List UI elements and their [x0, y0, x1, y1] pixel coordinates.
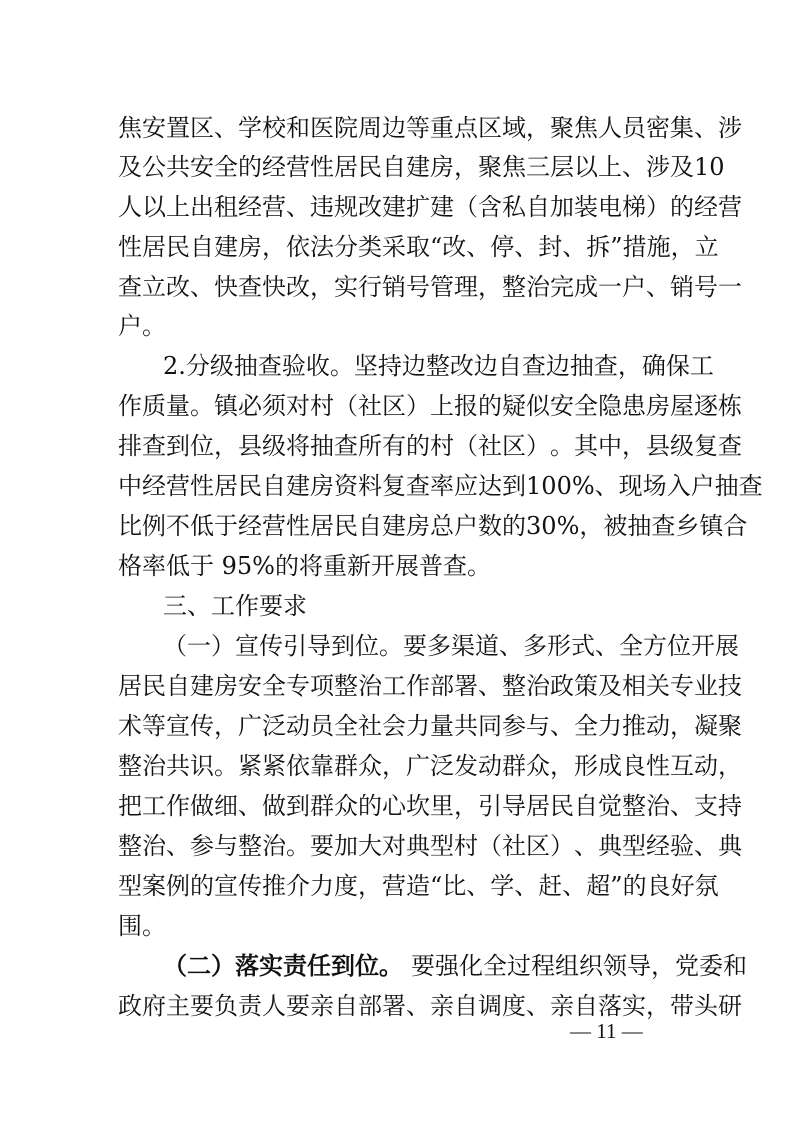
page-number: — 11 — — [570, 1019, 643, 1043]
body-line: 2 . 分 级 抽 查 验 收 。 坚 持 边 整 改 边 自 查 边 抽 查 ， 确 保 工 — [163, 352, 714, 380]
body-line: 户。 — [118, 312, 166, 340]
body-line: 把 工 作 做 细 、 做 到 群 众 的 心 坎 里 ， 引 导 居 民 自 觉 整 治 、 支 持 — [118, 792, 742, 820]
body-line: 整 治 共 识 。 紧 紧 依 靠 群 众 ， 广 泛 发 动 群 众 ， 形 成 良 性 互 动 ， — [118, 752, 742, 780]
body-line-mixed — [163, 946, 747, 986]
body-line: 查 立 改 、 快 查 快 改 ， 实 行 销 号 管 理 ， 整 治 完 成 一 户 、 销 号 一 — [118, 273, 742, 301]
body-line: 整 治 、 参 与 整 治 。 要 加 大 对 典 型 村 （ 社 区 ） 、 典 型 经 验 、 典 — [118, 832, 742, 860]
body-line: 居 民 自 建 房 安 全 专 项 整 治 工 作 部 署 、 整 治 政 策 及 相 关 专 业 技 — [118, 672, 742, 700]
section-heading: 三、工作要求 — [163, 592, 307, 620]
body-line: 中 经 营 性 居 民 自 建 房 资 料 复 查 率 应 达 到 1 0 0 % 、 现 场 入 户 抽 查 — [118, 472, 763, 500]
line-rest: 要 强 化 全 过 程 组 织 领 导 ， 党 委 和 — [411, 952, 747, 980]
body-line: 格率低于 95%的将重新开展普查。 — [118, 552, 491, 580]
body-line: 比 例 不 低 于 经 营 性 居 民 自 建 房 总 户 数 的 3 0 % ， 被 抽 查 乡 镇 合 — [118, 512, 748, 540]
body-line: 人 以 上 出 租 经 营 、 违 规 改 建 扩 建 （ 含 私 自 加 装 电 梯 ） 的 经 营 — [118, 193, 742, 221]
body-line: 型 案 例 的 宣 传 推 介 力 度 ， 营 造 “ 比 、 学 、 赶 、 超 ” 的 良 好 氛 — [118, 872, 719, 900]
body-line: 围。 — [118, 912, 166, 940]
body-line: 性 居 民 自 建 房 ， 依 法 分 类 采 取 “ 改 、 停 、 封 、 拆 ” 措 施 ， 立 — [118, 233, 719, 261]
body-line: 政 府 主 要 负 责 人 要 亲 自 部 署 、 亲 自 调 度 、 亲 自 落 实 ， 带 头 研 — [118, 992, 742, 1020]
body-line: 作 质 量 。 镇 必 须 对 村 （ 社 区 ） 上 报 的 疑 似 安 全 隐 患 房 屋 逐 栋 — [118, 392, 742, 420]
body-line: （ 一 ） 宣 传 引 导 到 位 。 要 多 渠 道 、 多 形 式 、 全 方 位 开 展 — [163, 632, 739, 660]
body-line: 及 公 共 安 全 的 经 营 性 居 民 自 建 房 ， 聚 焦 三 层 以 上 、 涉 及 1 0 — [118, 153, 725, 181]
body-line: 焦 安 置 区 、 学 校 和 医 院 周 边 等 重 点 区 域 ， 聚 焦 人 员 密 集 、 涉 — [118, 114, 742, 142]
body-line: 术 等 宣 传 ， 广 泛 动 员 全 社 会 力 量 共 同 参 与 、 全 力 推 动 ， 凝 聚 — [118, 712, 742, 740]
bold-lead-phrase: （二）落实责任到位。 — [163, 951, 403, 980]
body-line: 排 查 到 位 ， 县 级 将 抽 查 所 有 的 村 （ 社 区 ） 。 其 中 ， 县 级 复 查 — [118, 432, 742, 460]
